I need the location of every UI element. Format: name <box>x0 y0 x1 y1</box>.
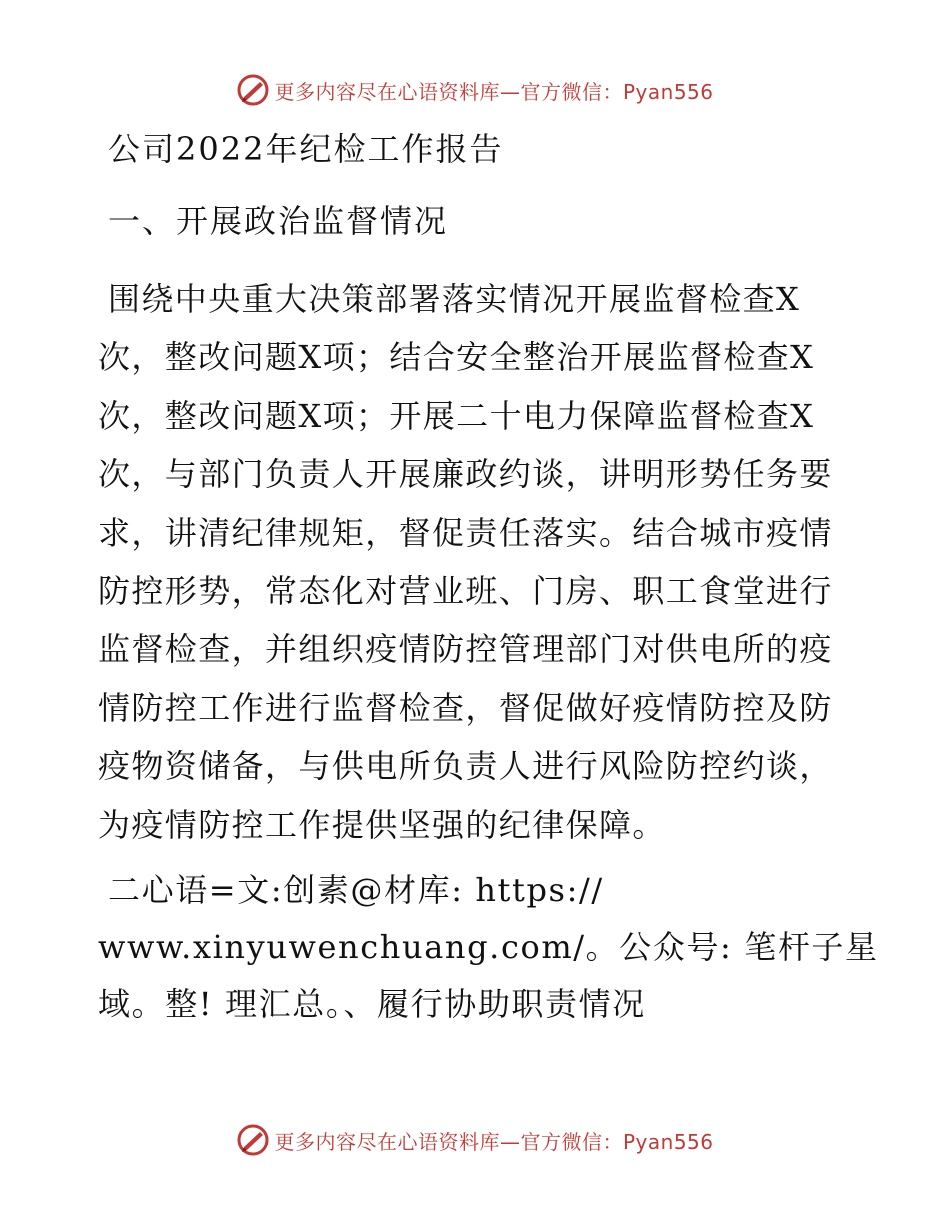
banner-text <box>274 1126 713 1155</box>
pen-logo-icon <box>236 73 270 107</box>
body-line: 为疫情防控工作提供坚强的纪律保障。 <box>98 805 666 844</box>
watermark-line: www.xinyuwenchuang.com/。公众号: 笔杆子星 <box>98 928 879 966</box>
body-line: 疫物资储备，与供电所负责人进行风险防控约谈， <box>98 747 833 786</box>
watermark-line: 域。整! 理汇总。、履行协助职责情况 <box>98 985 646 1023</box>
body-line: 次，整改问题X项；开展二十电力保障监督检查X <box>98 396 815 435</box>
watermark-paragraph <box>98 862 879 1033</box>
body-line: 监督检查，并组织疫情防控管理部门对供电所的疫 <box>98 630 833 669</box>
body-line: 情防控工作进行监督检查，督促做好疫情防控及防 <box>98 688 833 727</box>
body-line: 求，讲清纪律规矩，督促责任落实。结合城市疫情 <box>98 513 833 552</box>
body-line: 次，与部门负责人开展廉政约谈，讲明形势任务要 <box>98 455 833 494</box>
pen-logo-icon <box>236 1123 270 1157</box>
banner-label: 更多内容尽在心语资料库—官方微信： <box>274 79 623 104</box>
body-line: 围绕中央重大决策部署落实情况开展监督检查X <box>108 280 801 318</box>
wechat-id: Pyan556 <box>622 1129 714 1154</box>
watermark-line: 二心语=文:创素@材库: https:// <box>108 871 604 909</box>
wechat-id: Pyan556 <box>622 79 714 104</box>
banner-text <box>274 76 713 105</box>
body-line: 防控形势，常态化对营业班、门房、职工食堂进行 <box>98 571 833 610</box>
section-heading: 一、开展政治监督情况 <box>108 202 449 240</box>
body-paragraph <box>98 270 858 854</box>
banner-label: 更多内容尽在心语资料库—官方微信： <box>274 1129 623 1154</box>
body-line: 次，整改问题X项；结合安全整治开展监督检查X <box>98 338 815 377</box>
header-banner <box>0 70 950 110</box>
footer-banner <box>0 1120 950 1160</box>
document-title: 公司2022年纪检工作报告 <box>108 130 504 168</box>
